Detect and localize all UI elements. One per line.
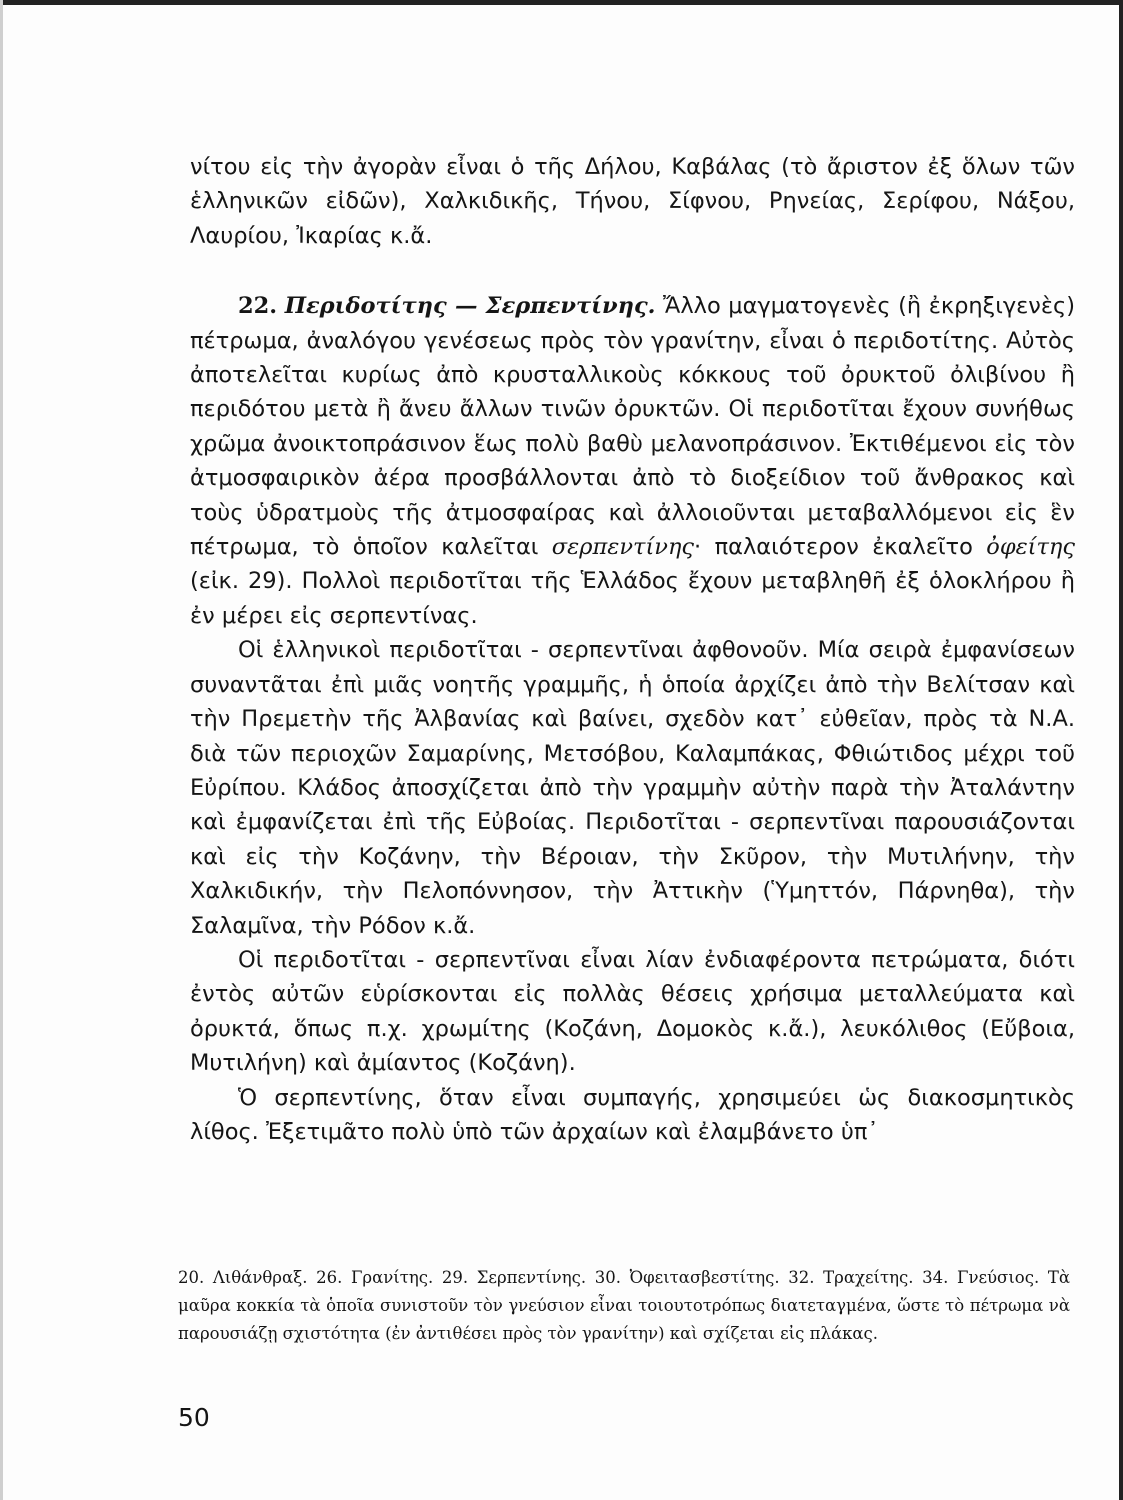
page-number: 50 [178, 1403, 210, 1432]
paragraph-intro: νίτου εἰς τὴν ἀγορὰν εἶναι ὁ τῆς Δήλου, Καβάλας (τὸ ἄριστον ἐξ ὅλων τῶν ἑλληνικῶν εἰδῶν), Χαλκιδικῆς, Τήνου, Σίφνου, Ρηνείας, Σερίφου, Νάξου, Λαυρίου, Ἰκαρίας κ.ἄ. [190, 154, 1075, 249]
section-number: 22. [238, 293, 278, 320]
page-edge-top [0, 0, 1123, 5]
section-title: Περιδοτίτης — Σερπεντίνης. [284, 293, 656, 320]
paragraph-greek-deposits: Οἱ ἑλληνικοὶ περιδοτῖται - σερπεντῖναι ἀφθονοῦν. Μία σειρὰ ἐμφανίσεων συναντᾶται ἐπὶ μιᾶς νοητῆς γραμμῆς, ἡ ὁποία ἀρχίζει ἀπὸ τὴν Βελίτσαν καὶ τὴν Πρεμετὴν τῆς Ἀλβανίας καὶ βαίνει, σχεδὸν κατ᾽ εὐθεῖαν, πρὸς τὰ Ν.Α. διὰ τῶν περιοχῶν Σαμαρίνης, Μετσόβου, Καλαμπάκας, Φθιώτιδος μέχρι τοῦ Εὐρίπου. Κλάδος ἀποσχίζεται ἀπὸ τὴν γραμμὴν αὐτὴν παρὰ τὴν Ἀταλάντην καὶ ἐμφανίζεται ἐπὶ τῆς Εὐβοίας. Περιδοτῖται - σερπεντῖναι παρουσιάζονται καὶ εἰς τὴν Κοζάνην, τὴν Βέροιαν, τὴν Σκῦρον, τὴν Μυτιλήνην, τὴν Χαλκιδικήν, τὴν Πελοπόννησον, τὴν Ἀττικὴν (Ὑμηττόν, Πάρνηθα), τὴν Σαλαμῖνα, τὴν Ρόδον κ.ἄ. [190, 637, 1075, 939]
section-text-part2: · παλαιότερον ἐκαλεῖτο [694, 534, 987, 561]
section-text-part3: (εἰκ. 29). Πολλοὶ περιδοτῖται τῆς Ἑλλάδος ἔχουν μεταβληθῆ ἐξ ὁλοκλήρου ἢ ἐν μέρει εἰς σερπεντίνας. [190, 568, 1075, 629]
term-ophite: ὀφείτης [986, 534, 1076, 561]
main-text [190, 150, 1075, 1149]
footnote: 20. Λιθάνθραξ. 26. Γρανίτης. 29. Σερπεντίνης. 30. Ὀφειτασβεστίτης. 32. Τραχείτης. 34. Γνεύσιος. Τὰ μαῦρα κοκκία τὰ ὁποῖα συνιστοῦν τὸν γνεύσιον εἶναι τοιουτοτρόπως διατεταγμένα, ὥστε τὸ πέτρωμα νὰ παρουσιάζῃ σχιστότητα (ἐν ἀντιθέσει πρὸς τὸν γρανίτην) καὶ σχίζεται εἰς πλάκας. [178, 1268, 1070, 1343]
section-22-paragraph [190, 289, 1075, 633]
paragraph-decorative: Ὁ σερπεντίνης, ὅταν εἶναι συμπαγής, χρησιμεύει ὡς διακοσμητικὸς λίθος. Ἐξετιμᾶτο πολὺ ὑπὸ τῶν ἀρχαίων καὶ ἐλαμβάνετο ὑπ᾽ [190, 1084, 1075, 1145]
page-edge-left [0, 0, 3, 1500]
term-serpentine: σερπεντίνης [551, 534, 695, 561]
paragraph-interest: Οἱ περιδοτῖται - σερπεντῖναι εἶναι λίαν ἐνδιαφέροντα πετρώματα, διότι ἐντὸς αὐτῶν εὑρίσκονται εἰς πολλὰς θέσεις χρήσιμα μεταλλεύματα καὶ ὀρυκτά, ὅπως π.χ. χρωμίτης (Κοζάνη, Δομοκὸς κ.ἄ.), λευκόλιθος (Εὔβοια, Μυτιλήνη) καὶ ἀμίαντος (Κοζάνη). [190, 946, 1075, 1077]
section-text-part1: Ἄλλο μαγματογενὲς (ἢ ἐκρηξιγενὲς) πέτρωμα, ἀναλόγου γενέσεως πρὸς τὸν γρανίτην, εἶναι ὁ περιδοτίτης. Αὐτὸς ἀποτελεῖται κυρίως ἀπὸ κρυσταλλικοὺς κόκκους τοῦ ὀρυκτοῦ ὀλιβίνου ἢ περιδότου μετὰ ἢ ἄνευ ἄλλων τινῶν ὀρυκτῶν. Οἱ περιδοτῖται ἔχουν συνήθως χρῶμα ἀνοικτοπράσινον ἕως πολὺ βαθὺ μελανοπράσινον. Ἐκτιθέμενοι εἰς τὸν ἀτμοσφαιρικὸν ἀέρα προσβάλλονται ἀπὸ τὸ διοξείδιον τοῦ ἄνθρακος καὶ τοὺς ὑδρατμοὺς τῆς ἀτμοσφαίρας καὶ ἀλλοιοῦνται μεταβαλλόμενοι εἰς ἓν πέτρωμα, τὸ ὁποῖον καλεῖται [190, 293, 1076, 561]
page-edge-right [1119, 0, 1123, 1500]
